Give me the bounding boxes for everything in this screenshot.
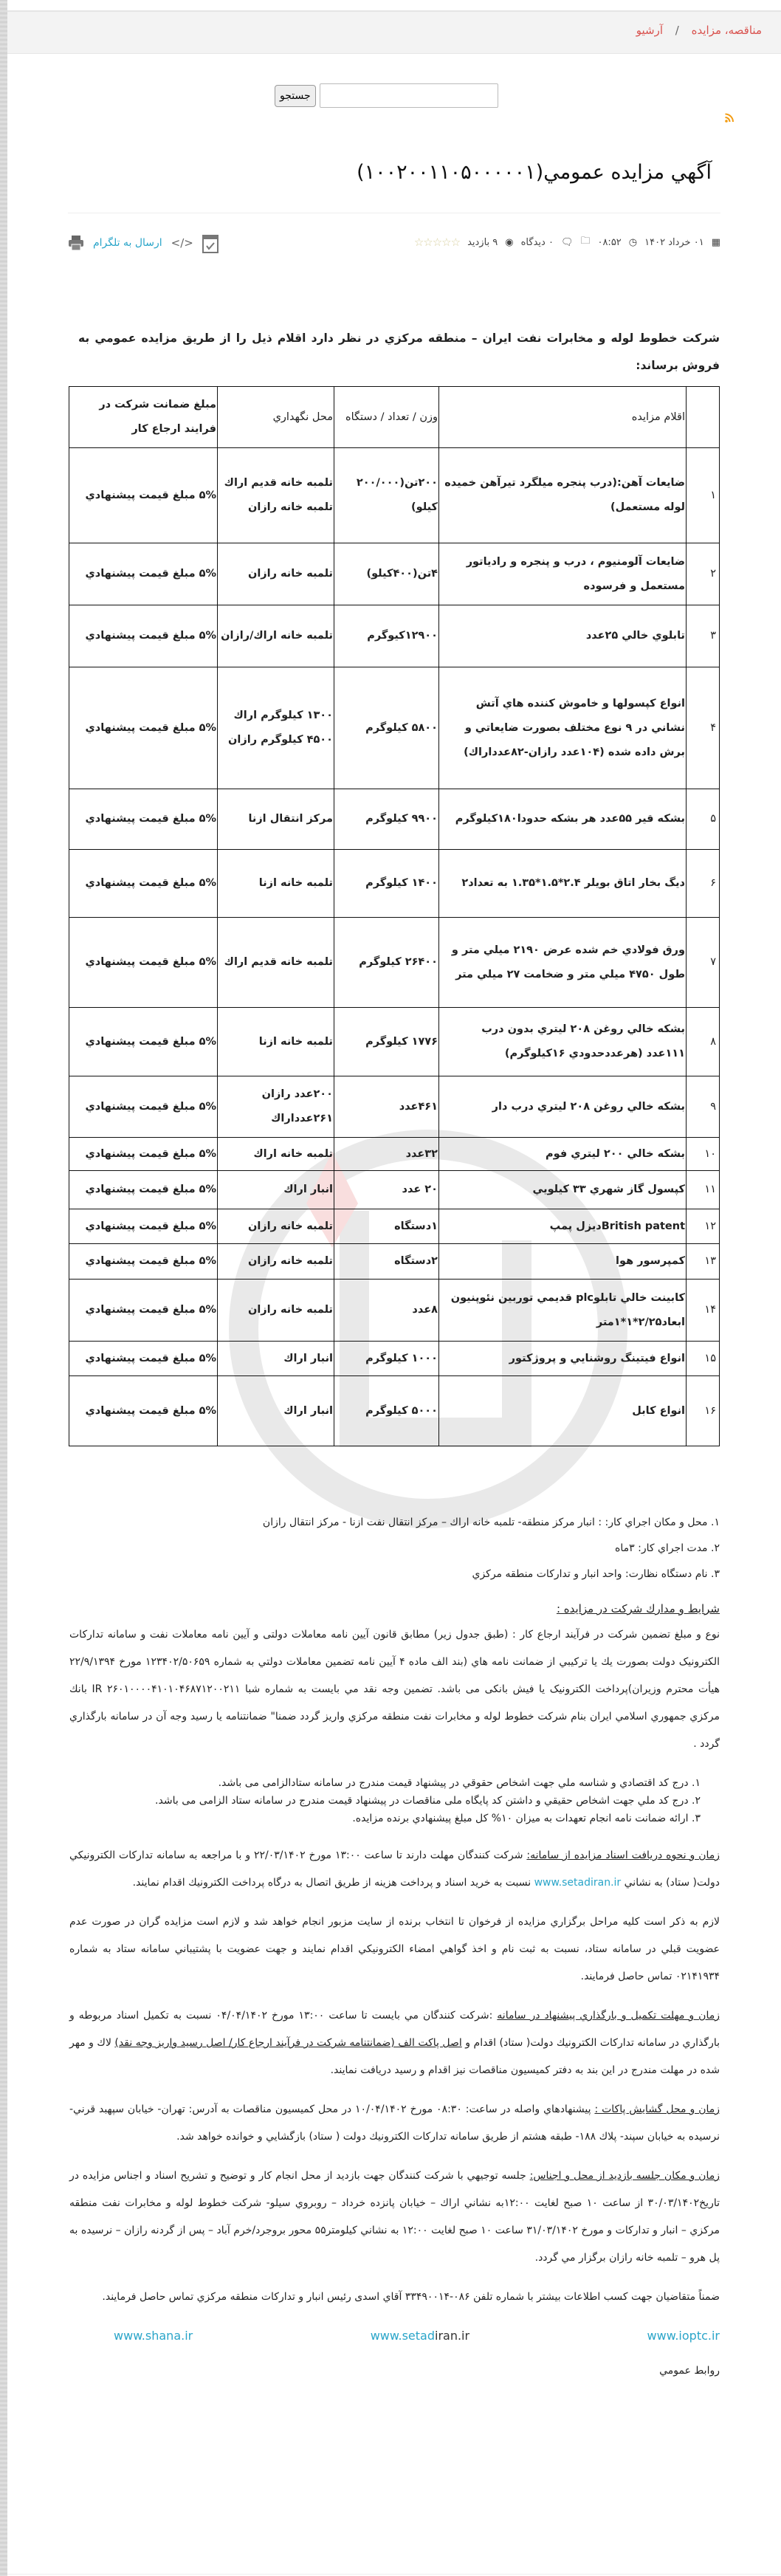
header-item: اقلام مزايده <box>439 387 687 448</box>
item-quantity: ۵۰۰۰ کيلوگرم <box>334 1376 439 1446</box>
item-quantity: ۲۰۰تن(۲۰۰/۰۰۰ کيلو) <box>334 448 439 543</box>
row-number: ۱۱ <box>687 1171 720 1209</box>
comment-icon: 🗨 <box>560 236 574 248</box>
divider <box>7 2574 781 2575</box>
item-description: ورق فولادي خم شده عرض ۲۱۹۰ ميلي متر و طول ۴۷۵۰ ميلي متر و ضخامت ۲۷ ميلي متر <box>439 918 687 1008</box>
conditions-paragraph: نوع و مبلغ تضمين شرکت در فرآيند ارجاع کار : (طبق جدول زير) مطابق قانون آيين نامه معاملات دولتی و آيين نامه معاملات نفت و سامانه تداركات الكترونيک دولت بصورت يك يا ترکيبي از ضمانت نامه هاي (بند الف ماده ۴ آيين نامه تضمين معاملات دولتي به شماره ۱۲۳۴۰۲/۵۰۶۵۹ مورخ ۲۲/۹/۱۳۹۴ هيأت محترم وزيران)پرداخت الكترونيک يا فيش بانکی می باشد. تضمين وجه نقد مي بايست به شماره شبا IR ۲۶۰۱۰۰۰۰۴۱۰۱۰۴۶۸۷۱۲۰۰۲۱۱ بانك مرکزي جمهوري اسلامي ايران بنام شرکت خطوط لوله و مخابرات نفت منطقه مرکزي واريز گردد ضمنا" ضمانتنامه يا رسيد وجه آن در سامانه بارگذاري گردد . <box>69 1629 720 1750</box>
auction-items-table <box>69 386 720 1446</box>
opening-paragraph <box>69 2096 720 2151</box>
storage-location: تلمبه خانه رازان <box>218 1209 334 1244</box>
guarantee-amount: ۵% مبلغ قيمت پيشنهادي <box>69 1209 218 1244</box>
storage-location: تلمبه خانه ازنا <box>218 850 334 918</box>
row-number: ۳ <box>687 605 720 667</box>
guarantee-amount: ۵% مبلغ قيمت پيشنهادي <box>69 1376 218 1446</box>
visit-lead: زمان و مکان جلسه بازديد از محل و اجناس: <box>529 2170 720 2182</box>
row-number: ۶ <box>687 850 720 918</box>
storage-location: مرکز انتقال ازنا <box>218 789 334 850</box>
table-row <box>69 1076 720 1138</box>
table-row <box>69 543 720 605</box>
item-description: ضايعات آهن:(درب پنجره ميلگرد تيرآهن خميده لوله مستعمل) <box>439 448 687 543</box>
search-button[interactable]: جستجو <box>275 85 316 107</box>
row-number: ۱۴ <box>687 1280 720 1342</box>
table-row <box>69 1138 720 1171</box>
item-description: انواع کابل <box>439 1376 687 1446</box>
submission-envelope: اصل پاکت الف (ضمانتنامه شرکت در فرآيند ارجاع کار/ اصل رسيد واريز وجه نقد) <box>114 2037 462 2049</box>
table-header-row <box>69 387 720 448</box>
storage-location: تلمبه خانه رازان <box>218 1244 334 1280</box>
footer-links <box>69 2329 720 2343</box>
header-guarantee: مبلغ ضمانت شرکت در فرايند ارجاع کار <box>69 387 218 448</box>
table-row <box>69 918 720 1008</box>
info-list <box>69 1510 720 1587</box>
calendar-icon: ▦ <box>711 236 720 248</box>
article-meta <box>414 234 720 250</box>
row-number: ۸ <box>687 1008 720 1076</box>
row-number: ۱۵ <box>687 1342 720 1376</box>
folder-icon[interactable]: 🗀 <box>580 236 591 247</box>
row-number: ۵ <box>687 789 720 850</box>
storage-location: انبار اراك <box>218 1171 334 1209</box>
guarantee-amount: ۵% مبلغ قيمت پيشنهادي <box>69 850 218 918</box>
rating-stars[interactable]: ☆☆☆☆☆ <box>413 236 461 249</box>
item-description: کابينت خالي تابلوplc قديمي توربين نئوپنيون ابعاد۲/۲۵*۱*۱متر <box>439 1280 687 1342</box>
item-description: تابلوي خالي ۲۵عدد <box>439 605 687 667</box>
contact-paragraph: ضمناً متقاضيان جهت کسب اطلاعات بيشتر با شماره تلفن ۰۸۶-۳۳۴۹۰۰۱۴ آقاي اسدی رئيس انبار و تداركات منطقه مرکزي تماس حاصل فرمايند. <box>102 2291 720 2303</box>
item-quantity: ۸عدد <box>334 1280 439 1342</box>
item-description: انواع کپسولها و خاموش کننده هاي آتش نشاني در ۹ نوع مختلف بصورت ضايعاتي و برش داده شده (۱۰۴عدد رازان-۸۲عدداراك) <box>439 667 687 789</box>
signature: روابط عمومي <box>659 2365 720 2377</box>
setadiran-footer-link[interactable] <box>371 2329 469 2343</box>
documents-text-end: نسبت به خريد اسناد و پرداخت هزينه از طريق اتصال به درگاه پرداخت الكترونيك اقدام نمايند. <box>132 1877 534 1889</box>
storage-location: انبار اراك <box>218 1342 334 1376</box>
header-location: محل نگهداري <box>218 387 334 448</box>
row-number: ۱۰ <box>687 1138 720 1171</box>
item-quantity: ۱۰۰۰ کيلوگرم <box>334 1342 439 1376</box>
list-item: ۲. مدت اجراي کار: ۳ماه <box>615 1542 720 1554</box>
table-row <box>69 1209 720 1244</box>
item-quantity: ۲دستگاه <box>334 1244 439 1280</box>
item-description: بشکه قير ۵۵عدد هر بشکه حدودا۱۸۰کيلوگرم <box>439 789 687 850</box>
publish-time: ۰۸:۵۲ <box>597 236 622 248</box>
table-row <box>69 1244 720 1280</box>
breadcrumb-bar <box>7 10 781 54</box>
rss-icon[interactable] <box>725 112 734 123</box>
conditions-heading: شرايط و مدارك شرکت در مزايده : <box>556 1602 720 1615</box>
calendar-check-icon[interactable] <box>202 233 219 253</box>
storage-location: ۲۰۰عدد رازان ۲۶۱عدداراك <box>218 1076 334 1138</box>
print-icon[interactable] <box>68 235 84 251</box>
article-tools <box>68 233 219 253</box>
list-item: ۱. درج کد اقتصادي و شناسه ملي جهت اشخاص حقوقي در پيشنهاد قيمت مندرج در سامانه ستادالزامی می باشد. <box>218 1777 701 1789</box>
opening-lead: زمان و محل گشايش پاکات : <box>594 2103 720 2115</box>
ioptc-link[interactable]: www.ioptc.ir <box>647 2329 720 2343</box>
storage-location: تلمبه خانه رازان <box>218 1280 334 1342</box>
storage-location: ۱۳۰۰ کيلوگرم اراك ۴۵۰۰ کيلوگرم رازان <box>218 667 334 789</box>
setad-part: www.setad <box>370 2329 435 2343</box>
guarantee-amount: ۵% مبلغ قيمت پيشنهادي <box>69 667 218 789</box>
shana-link[interactable]: www.shana.ir <box>114 2329 193 2343</box>
item-quantity: ۱۲۹۰۰کيوگرم <box>334 605 439 667</box>
page-edge <box>0 0 7 2576</box>
table-row <box>69 850 720 918</box>
item-description: کمپرسور هوا <box>439 1244 687 1280</box>
list-item: ۱. محل و مکان اجراي کار: : انبار مرکز منطقه- تلمبه خانه اراك – مرکز انتقال نفت ازنا - مرکز انتقال رازان <box>262 1517 720 1528</box>
submission-text: :شرکت کنندگان مي بايست تا ساعت ۱۳:۰۰ مورخ ۰۴/۰۴/۱۴۰۲ نسبت به تکميل اسناد مربوطه و بارگذاري در سامانه تداركات الكترونيك دولت( ستاد) اقدام و <box>69 2010 720 2049</box>
row-number: ۱۲ <box>687 1209 720 1244</box>
guarantee-amount: ۵% مبلغ قيمت پيشنهادي <box>69 605 218 667</box>
header-number <box>687 387 720 448</box>
guarantee-amount: ۵% مبلغ قيمت پيشنهادي <box>69 1008 218 1076</box>
guarantee-amount: ۵% مبلغ قيمت پيشنهادي <box>69 918 218 1008</box>
search-input[interactable] <box>320 83 498 108</box>
row-number: ۱۶ <box>687 1376 720 1446</box>
row-number: ۱۳ <box>687 1244 720 1280</box>
comment-count[interactable]: ۰ ديدگاه <box>520 236 554 248</box>
item-description: ديگ بخار اتاق بويلر ۲.۴*۱.۵*۱.۳۵ به تعداد۲ <box>439 850 687 918</box>
documents-lead: زمان و نحوه دريافت اسناد مزايده از سامانه: <box>526 1849 720 1861</box>
item-quantity: ۴تن(۴۰۰کيلو) <box>334 543 439 605</box>
item-description: ضايعات آلومنيوم ، درب و پنجره و رادياتور مستعمل و فرسوده <box>439 543 687 605</box>
table-row <box>69 1376 720 1446</box>
row-number: ۲ <box>687 543 720 605</box>
article-body <box>69 325 720 2377</box>
table-row <box>69 1171 720 1209</box>
submission-lead: زمان و مهلت تکميل و بارگذاري پيشنهاد در سامانه <box>497 2010 720 2022</box>
guarantee-amount: ۵% مبلغ قيمت پيشنهادي <box>69 1342 218 1376</box>
table-row <box>69 1342 720 1376</box>
item-description: بشکه خالي ۲۰۰ ليتري فوم <box>439 1138 687 1171</box>
breadcrumb <box>636 24 762 37</box>
documents-text: شرکت کنندگان مهلت دارند تا ساعت ۱۳:۰۰ مورخ ۲۲/۰۳/۱۴۰۲ و با مراجعه به سامانه تداركات الكترونيكي دولت( ستاد) به نشاني <box>69 1849 720 1889</box>
note-paragraph: لازم به ذکر است کليه مراحل برگزاري مزايده از فرخوان تا انتخاب برنده از سايت مزبور انجام خواهد شد و لازم است مزايده گران در صورت عدم عضويت قبلي در سامانه ستاد، نسبت به ثبت نام و اخذ گواهي امضاء الكترونيكي اقدام نمايند و جهت عضويت با پشتيباني سامانه ستاد به شماره ۰۲۱۴۱۹۳۴ تماس حاصل فرمايند. <box>69 1916 720 1982</box>
item-quantity: ۲۰ عدد <box>334 1171 439 1209</box>
item-quantity: ۳۲عدد <box>334 1138 439 1171</box>
item-description: کپسول گاز شهري ۳۳ کيلويي <box>439 1171 687 1209</box>
item-description: British patentديزل پمپ <box>439 1209 687 1244</box>
item-description: بشکه خالي روغن ۲۰۸ ليتري بدون درب ۱۱۱عدد (هرعددحدودي ۱۶کيلوگرم) <box>439 1008 687 1076</box>
item-quantity: ۲۶۴۰۰ کيلوگرم <box>334 918 439 1008</box>
table-row <box>69 667 720 789</box>
breadcrumb-separator: / <box>675 24 679 37</box>
row-number: ۹ <box>687 1076 720 1138</box>
storage-location: تلمبه خانه ازنا <box>218 1008 334 1076</box>
visit-text: جلسه توجيهي با شرکت کنندگان جهت بازديد از محل انجام کار و توضيح و تشريح اسناد و اجناس مزايده در تاريخ۳۰/۰۳/۱۴۰۲ از ساعت ۱۰ صبح لغايت ۱۲:۰۰به نشاني اراك – خيابان پانزده خرداد – روبروي سيلو- شرکت خطوط لوله و مخابرات نفت منطقه مرکزي – انبار و تداركات و مورخ ۳۱/۰۳/۱۴۰۲ ساعت ۱۰ صبح لغايت ۱۲:۰۰ به نشاني کيلومتر۵۵ محور بروجرد/خرم آباد – پس از گردنه رازان – نرسيده به پل هرو – تلمبه خانه رازان برگزار مي گردد. <box>69 2170 720 2264</box>
setadiran-link[interactable]: www.setadiran.ir <box>534 1877 622 1889</box>
table-row <box>69 1280 720 1342</box>
send-to-telegram-link[interactable]: ارسال به تلگرام <box>93 237 162 249</box>
storage-location: انبار اراك <box>218 1376 334 1446</box>
publish-date: ۰۱ خرداد ۱۴۰۲ <box>644 236 704 248</box>
item-description: انواع فيتينگ روشنايي و پروژکتور <box>439 1342 687 1376</box>
conditions-list <box>69 1774 720 1827</box>
guarantee-amount: ۵% مبلغ قيمت پيشنهادي <box>69 789 218 850</box>
guarantee-amount: ۵% مبلغ قيمت پيشنهادي <box>69 1244 218 1280</box>
item-quantity: ۱۴۰۰ کيلوگرم <box>334 850 439 918</box>
item-description: بشکه خالي روغن ۲۰۸ ليتري درب دار <box>439 1076 687 1138</box>
list-item: ۳. ارائه ضمانت نامه انجام تعهدات به ميزان ۱۰% کل مبلغ پيشنهادي برنده مزايده. <box>352 1813 701 1824</box>
submission-paragraph <box>69 2002 720 2084</box>
search-form <box>275 83 498 108</box>
item-quantity: ۴۶۱عدد <box>334 1076 439 1138</box>
iran-part: iran.ir <box>435 2329 470 2343</box>
item-quantity: ۱دستگاه <box>334 1209 439 1244</box>
storage-location: تلمبه خانه اراك <box>218 1138 334 1171</box>
guarantee-amount: ۵% مبلغ قيمت پيشنهادي <box>69 448 218 543</box>
list-item: ۳. نام دستگاه نظارت: واحد انبار و تداركات منطقه مرکزي <box>472 1568 720 1580</box>
header-weight: وزن / تعداد / دستگاه <box>334 387 439 448</box>
guarantee-amount: ۵% مبلغ قيمت پيشنهادي <box>69 1138 218 1171</box>
list-item: ۲. درج کد ملي جهت اشخاص حقيقي و داشتن کد پايگاه ملی مناقصات در پيشنهاد قيمت مندرج در سامانه ستاد الزامی می باشد. <box>155 1795 701 1807</box>
storage-location: تلمبه خانه رازان <box>218 543 334 605</box>
clock-icon: ◷ <box>628 236 638 248</box>
view-count: ۹ بازديد <box>467 236 498 248</box>
submission-text-end: لاك و مهر شده در مهلت مندرج در اين بند به دفتر کميسيون مناقصات نيز اقدام و رسيد دريافت نمايند. <box>69 2037 720 2076</box>
guarantee-amount: ۵% مبلغ قيمت پيشنهادي <box>69 543 218 605</box>
table-row <box>69 448 720 543</box>
row-number: ۷ <box>687 918 720 1008</box>
table-row <box>69 1008 720 1076</box>
documents-paragraph <box>69 1842 720 1897</box>
table-row <box>69 789 720 850</box>
row-number: ۱ <box>687 448 720 543</box>
guarantee-amount: ۵% مبلغ قيمت پيشنهادي <box>69 1171 218 1209</box>
item-quantity: ۵۸۰۰ کيلوگرم <box>334 667 439 789</box>
breadcrumb-tenders[interactable]: مناقصه، مزايده <box>691 24 762 37</box>
opening-text: پيشنهادهاي واصله در ساعت: ۰۸:۳۰ مورخ ۱۰/۰۴/۱۴۰۲ در محل کميسيون مناقصات به آدرس: تهران- خيابان سپهبد قرني- نرسيده به خيابان سپند- پلاك ۱۸۸- طبقه هشتم از طريق سامانه تداركات الكترونيك دولت ( ستاد) بازگشايي و خوانده خواهد شد. <box>69 2103 720 2143</box>
embed-code-icon[interactable]: </> <box>171 236 193 250</box>
table-row <box>69 605 720 667</box>
guarantee-amount: ۵% مبلغ قيمت پيشنهادي <box>69 1280 218 1342</box>
intro-paragraph: شرکت خطوط لوله و مخابرات نفت ايران – منطقه مرکزي در نظر دارد اقلام ذيل را از طريق مزايده عمومي به فروش برساند: <box>78 332 720 372</box>
storage-location: تلمبه خانه قديم اراك <box>218 918 334 1008</box>
page-title: آگهي مزايده عمومي(۱۰۰۲۰۰۱۱۰۵۰۰۰۰۰۱) <box>357 161 712 184</box>
row-number: ۴ <box>687 667 720 789</box>
item-quantity: ۱۷۷۶ کيلوگرم <box>334 1008 439 1076</box>
breadcrumb-archive[interactable]: آرشيو <box>636 24 664 37</box>
storage-location: تلمبه خانه قديم اراك تلمبه خانه رازان <box>218 448 334 543</box>
guarantee-amount: ۵% مبلغ قيمت پيشنهادي <box>69 1076 218 1138</box>
item-quantity: ۹۹۰۰ کيلوگرم <box>334 789 439 850</box>
visit-paragraph <box>69 2163 720 2272</box>
storage-location: تلمبه خانه اراك/رازان <box>218 605 334 667</box>
eye-icon: ◉ <box>505 236 514 248</box>
